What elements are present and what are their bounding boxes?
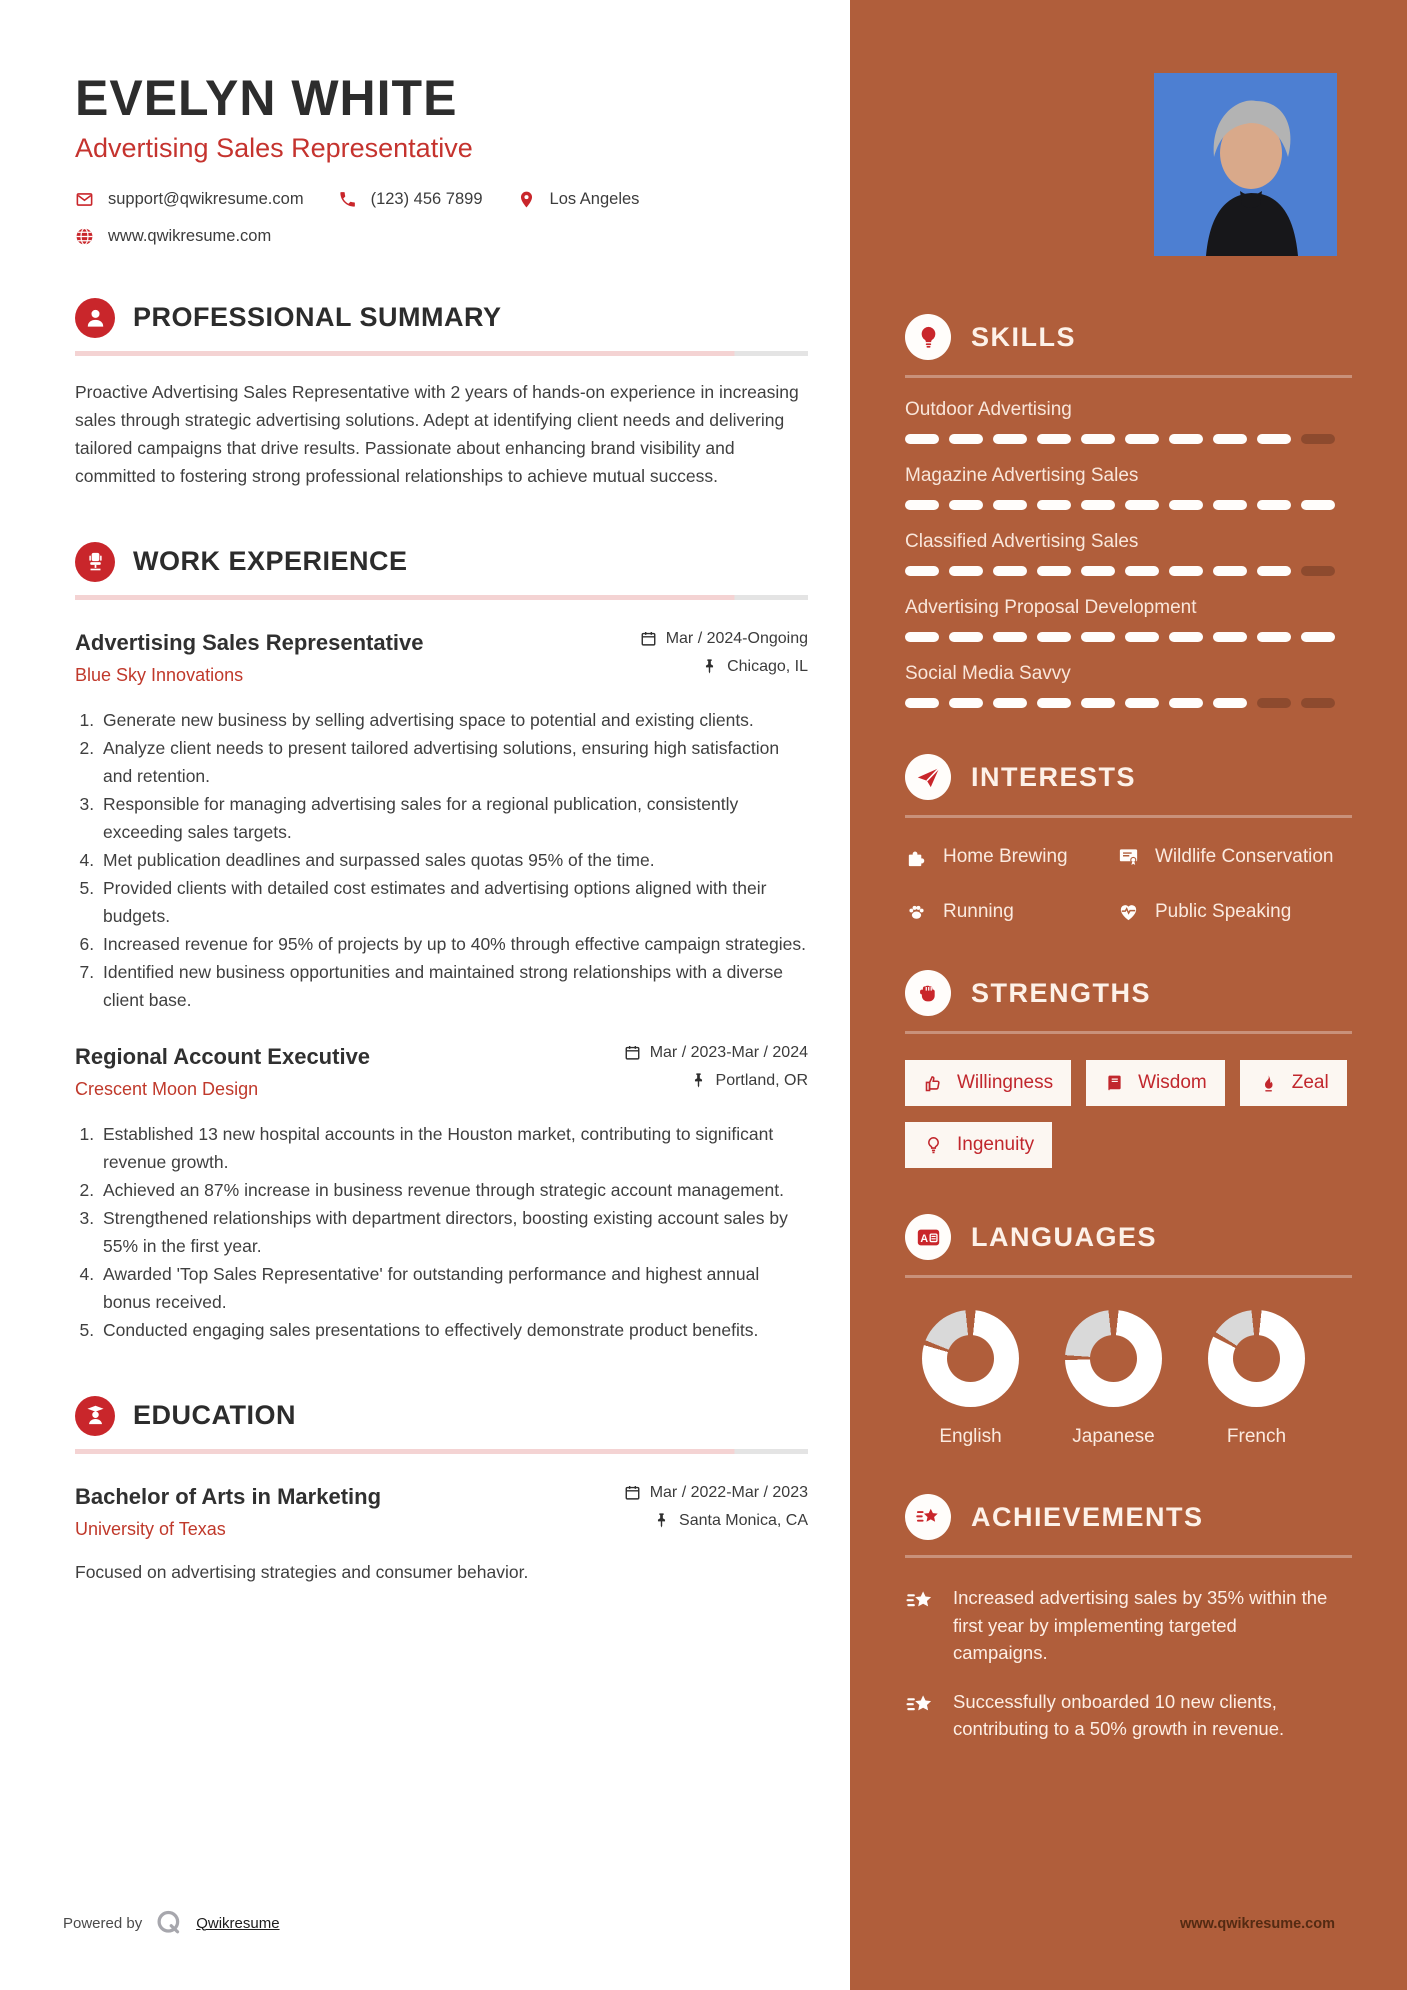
interests-list <box>905 844 1352 924</box>
skill-level-dash <box>1257 632 1291 642</box>
job-bullet: 1. Established 13 new hospital accounts in the Houston market, contributing to significant revenue growth. <box>99 1120 808 1176</box>
interest-label: Public Speaking <box>1155 901 1292 922</box>
school-name: University of Texas <box>75 1518 226 1539</box>
skill-level-dash <box>949 698 983 708</box>
section-skills <box>905 314 1352 708</box>
achievements-header <box>905 1494 1352 1540</box>
interest-item <box>905 844 1117 869</box>
job-bullet: 7. Identified new business opportunities and maintained strong relationships with a diverse client base. <box>99 958 808 1014</box>
person-job-title: Advertising Sales Representative <box>75 132 473 163</box>
email-icon <box>75 190 94 209</box>
calendar-icon <box>624 1044 641 1061</box>
section-work <box>75 542 808 1344</box>
skill-level-dash <box>1169 566 1203 576</box>
office-chair-icon <box>75 542 115 582</box>
education-note: Focused on advertising strategies and consumer behavior. <box>75 1561 529 1582</box>
skill-level-dash <box>993 566 1027 576</box>
contact-location <box>517 190 640 209</box>
contact-email <box>75 190 304 209</box>
skill-level-dash <box>1257 698 1291 708</box>
skill-level-dash <box>1257 434 1291 444</box>
job-bullet: 1. Generate new business by selling advertising space to potential and existing clients. <box>99 706 808 734</box>
work-header <box>75 542 808 582</box>
skills-list <box>905 399 1352 708</box>
skill-level-dash <box>1257 566 1291 576</box>
achievement-text: Successfully onboarded 10 new clients, contributing to a 50% growth in revenue. <box>953 1690 1285 1739</box>
skill-level-dash <box>1037 434 1071 444</box>
skill-level-dash <box>1301 698 1335 708</box>
skill-level-bar <box>905 500 1352 510</box>
skill-level-dash <box>949 632 983 642</box>
skill-level-dash <box>993 698 1027 708</box>
thumbs-up-icon <box>923 1073 944 1094</box>
languages-header <box>905 1214 1352 1260</box>
bulb-icon <box>923 1135 944 1156</box>
interests-title: INTERESTS <box>971 761 1137 792</box>
achievements-title: ACHIEVEMENTS <box>971 1501 1204 1532</box>
summary-header <box>75 298 808 338</box>
skill-level-bar <box>905 566 1352 576</box>
skill-level-dash <box>1081 632 1115 642</box>
section-languages <box>905 1214 1352 1448</box>
skill-label: Social Media Savvy <box>905 663 1071 684</box>
job-role: Regional Account Executive <box>75 1043 371 1069</box>
powered-by-label: Powered by <box>63 1914 143 1932</box>
flame-icon <box>1258 1073 1279 1094</box>
language-name: English <box>939 1426 1002 1447</box>
pushpin-icon <box>701 658 718 675</box>
skill-level-dash <box>993 434 1027 444</box>
skill-level-dash <box>1169 632 1203 642</box>
skill-level-dash <box>905 500 939 510</box>
section-divider <box>905 1031 1352 1034</box>
contact-website-text: www.qwikresume.com <box>108 226 272 245</box>
strength-chip <box>1240 1060 1347 1106</box>
heartbeat-icon <box>1117 900 1140 923</box>
book-icon <box>1104 1073 1125 1094</box>
section-divider <box>905 1555 1352 1558</box>
summary-title: PROFESSIONAL SUMMARY <box>133 302 502 332</box>
language-donut-chart <box>1208 1310 1305 1407</box>
summary-text: Proactive Advertising Sales Representative with 2 years of hands-on experience in increasing sales through strategic advertising solutions. Adept at identifying client needs and delivering tailored campaigns that drive results. Passionate about enhancing brand visibility and committed to fostering strong professional relationships to achieve mutual success. <box>75 381 799 486</box>
skill-level-dash <box>1301 566 1335 576</box>
paper-plane-icon <box>905 754 951 800</box>
skill-level-dash <box>949 434 983 444</box>
certificate-icon <box>1117 845 1140 868</box>
footer <box>63 1908 280 1938</box>
language-donut-chart <box>1065 1310 1162 1407</box>
skill-level-dash <box>1169 698 1203 708</box>
skill-level-dash <box>1125 566 1159 576</box>
strength-label: Zeal <box>1291 1072 1329 1093</box>
strengths-title: STRENGTHS <box>971 977 1152 1008</box>
section-divider <box>905 815 1352 818</box>
shooting-star-icon <box>905 1586 936 1617</box>
skill-level-dash <box>1301 632 1335 642</box>
achievement-item <box>905 1688 1352 1743</box>
job-bullet: 5. Conducted engaging sales presentations to effectively demonstrate product benefits. <box>99 1316 808 1344</box>
skill-level-dash <box>949 566 983 576</box>
person-name: EVELYN WHITE <box>75 70 458 126</box>
achievements-list <box>905 1584 1352 1743</box>
shooting-star-icon <box>905 1494 951 1540</box>
skill-level-dash <box>1257 500 1291 510</box>
sidebar <box>850 0 1407 1990</box>
skill-level-dash <box>1301 500 1335 510</box>
achievement-text: Increased advertising sales by 35% within the first year by implementing targeted campaigns. <box>953 1587 1328 1663</box>
job-dates: Mar / 2023-Mar / 2024 <box>624 1044 808 1062</box>
job-bullet: 2. Analyze client needs to present tailored advertising solutions, ensuring high satisfaction and retention. <box>99 734 808 790</box>
jobs-list <box>75 630 808 1344</box>
education-entry <box>75 1484 808 1586</box>
contact-phone-text: (123) 456 7899 <box>370 189 483 208</box>
profile-photo <box>1154 73 1337 256</box>
education-location: Santa Monica, CA <box>624 1512 808 1530</box>
skill-label: Outdoor Advertising <box>905 399 1072 420</box>
paw-icon <box>905 900 928 923</box>
interest-item <box>905 899 1117 924</box>
language-item <box>1191 1310 1322 1448</box>
section-divider <box>905 375 1352 378</box>
work-title: WORK EXPERIENCE <box>133 546 408 576</box>
skill-level-dash <box>1213 698 1247 708</box>
job-role: Advertising Sales Representative <box>75 629 424 655</box>
skill-level-dash <box>1125 500 1159 510</box>
strength-chip <box>905 1060 1071 1106</box>
skill-level-dash <box>1037 698 1071 708</box>
skill-level-dash <box>905 566 939 576</box>
skills-header <box>905 314 1352 360</box>
skill-level-dash <box>1125 698 1159 708</box>
section-summary <box>75 298 808 490</box>
job-entry <box>75 630 808 1014</box>
education-header <box>75 1396 808 1436</box>
skill-label: Advertising Proposal Development <box>905 597 1197 618</box>
contact-website <box>75 227 271 246</box>
language-item <box>1048 1310 1179 1448</box>
strength-label: Willingness <box>957 1072 1054 1093</box>
qwikresume-logo-icon <box>154 1908 184 1938</box>
section-divider <box>75 595 808 600</box>
interest-item <box>1117 899 1352 924</box>
skill-level-dash <box>1037 632 1071 642</box>
calendar-icon <box>624 1484 641 1501</box>
section-strengths <box>905 970 1352 1168</box>
contact-location-text: Los Angeles <box>549 189 640 208</box>
language-name: French <box>1226 1426 1287 1447</box>
section-interests <box>905 754 1352 924</box>
strength-label: Ingenuity <box>957 1134 1035 1155</box>
fist-icon <box>905 970 951 1016</box>
section-divider <box>905 1275 1352 1278</box>
phone-icon <box>338 190 357 209</box>
location-icon <box>517 190 536 209</box>
education-dates: Mar / 2022-Mar / 2023 <box>624 1484 808 1502</box>
skill-level-dash <box>1213 434 1247 444</box>
skill-level-dash <box>1301 434 1335 444</box>
skill-item <box>905 531 1352 576</box>
puzzle-icon <box>905 845 928 868</box>
interest-item <box>1117 844 1352 869</box>
languages-list <box>905 1310 1352 1448</box>
job-dates: Mar / 2024-Ongoing <box>640 630 808 648</box>
section-education <box>75 1396 808 1586</box>
job-bullet: 5. Provided clients with detailed cost estimates and advertising options aligned with their budgets. <box>99 874 808 930</box>
strength-chip <box>905 1122 1052 1168</box>
job-bullet: 6. Increased revenue for 95% of projects by up to 40% through effective campaign strategies. <box>99 930 808 958</box>
interest-label: Running <box>943 901 1014 922</box>
sidebar-website: www.qwikresume.com <box>1180 1916 1335 1932</box>
job-company: Crescent Moon Design <box>75 1078 259 1099</box>
languages-title: LANGUAGES <box>971 1221 1158 1252</box>
job-bullets <box>75 706 808 1014</box>
job-location: Portland, OR <box>624 1072 808 1090</box>
skill-level-dash <box>1213 566 1247 576</box>
skill-item <box>905 399 1352 444</box>
skill-level-dash <box>1037 566 1071 576</box>
skill-label: Magazine Advertising Sales <box>905 465 1139 486</box>
skill-level-dash <box>1169 500 1203 510</box>
interest-label: Wildlife Conservation <box>1155 846 1334 867</box>
skill-level-dash <box>1081 500 1115 510</box>
section-achievements <box>905 1494 1352 1743</box>
skill-level-dash <box>1213 500 1247 510</box>
shooting-star-icon <box>905 1690 936 1721</box>
interests-header <box>905 754 1352 800</box>
translate-icon <box>905 1214 951 1260</box>
contact-email-text: support@qwikresume.com <box>108 189 304 208</box>
job-company: Blue Sky Innovations <box>75 664 244 685</box>
section-divider <box>75 1449 808 1454</box>
skill-level-bar <box>905 632 1352 642</box>
skill-level-dash <box>1125 632 1159 642</box>
skill-label: Classified Advertising Sales <box>905 531 1139 552</box>
language-item <box>905 1310 1036 1448</box>
lightbulb-icon <box>905 314 951 360</box>
skill-level-dash <box>1081 698 1115 708</box>
skill-level-bar <box>905 698 1352 708</box>
skill-level-dash <box>993 632 1027 642</box>
job-bullet: 2. Achieved an 87% increase in business revenue through strategic account management. <box>99 1176 808 1204</box>
job-bullets <box>75 1120 808 1344</box>
person-icon <box>75 298 115 338</box>
achievement-item <box>905 1584 1352 1667</box>
qwikresume-link[interactable]: Qwikresume <box>196 1914 280 1932</box>
strength-label: Wisdom <box>1138 1072 1207 1093</box>
skill-level-dash <box>1169 434 1203 444</box>
skill-level-dash <box>1125 434 1159 444</box>
skill-level-bar <box>905 434 1352 444</box>
job-bullet: 3. Responsible for managing advertising sales for a regional publication, consistently exceeding sales targets. <box>99 790 808 846</box>
skill-level-dash <box>1213 632 1247 642</box>
skill-item <box>905 597 1352 642</box>
skill-level-dash <box>905 698 939 708</box>
skill-item <box>905 663 1352 708</box>
contact-row-2 <box>75 227 808 246</box>
skill-level-dash <box>1037 500 1071 510</box>
globe-icon <box>75 227 94 246</box>
skill-level-dash <box>1081 434 1115 444</box>
contact-block <box>75 190 808 246</box>
strength-chip <box>1086 1060 1225 1106</box>
skill-level-dash <box>905 632 939 642</box>
pushpin-icon <box>653 1512 670 1529</box>
job-entry <box>75 1044 808 1344</box>
skill-level-dash <box>993 500 1027 510</box>
skill-level-dash <box>1081 566 1115 576</box>
contact-row-1 <box>75 190 808 209</box>
education-title: EDUCATION <box>133 1400 296 1430</box>
job-bullet: 4. Met publication deadlines and surpassed sales quotas 95% of the time. <box>99 846 808 874</box>
svg-text:A: A <box>919 1232 928 1245</box>
strengths-list <box>905 1060 1352 1168</box>
pushpin-icon <box>690 1072 707 1089</box>
job-bullet: 4. Awarded 'Top Sales Representative' for outstanding performance and highest annual bonus received. <box>99 1260 808 1316</box>
contact-phone <box>338 190 483 209</box>
language-donut-chart <box>922 1310 1019 1407</box>
degree-name: Bachelor of Arts in Marketing <box>75 1483 382 1509</box>
job-location: Chicago, IL <box>640 658 808 676</box>
graduate-icon <box>75 1396 115 1436</box>
skill-level-dash <box>949 500 983 510</box>
interest-label: Home Brewing <box>943 846 1068 867</box>
section-divider <box>75 351 808 356</box>
strengths-header <box>905 970 1352 1016</box>
language-name: Japanese <box>1072 1426 1155 1447</box>
skill-item <box>905 465 1352 510</box>
skills-title: SKILLS <box>971 321 1077 352</box>
job-bullet: 3. Strengthened relationships with department directors, boosting existing account sales by 55% in the first year. <box>99 1204 808 1260</box>
calendar-icon <box>640 630 657 647</box>
skill-level-dash <box>905 434 939 444</box>
